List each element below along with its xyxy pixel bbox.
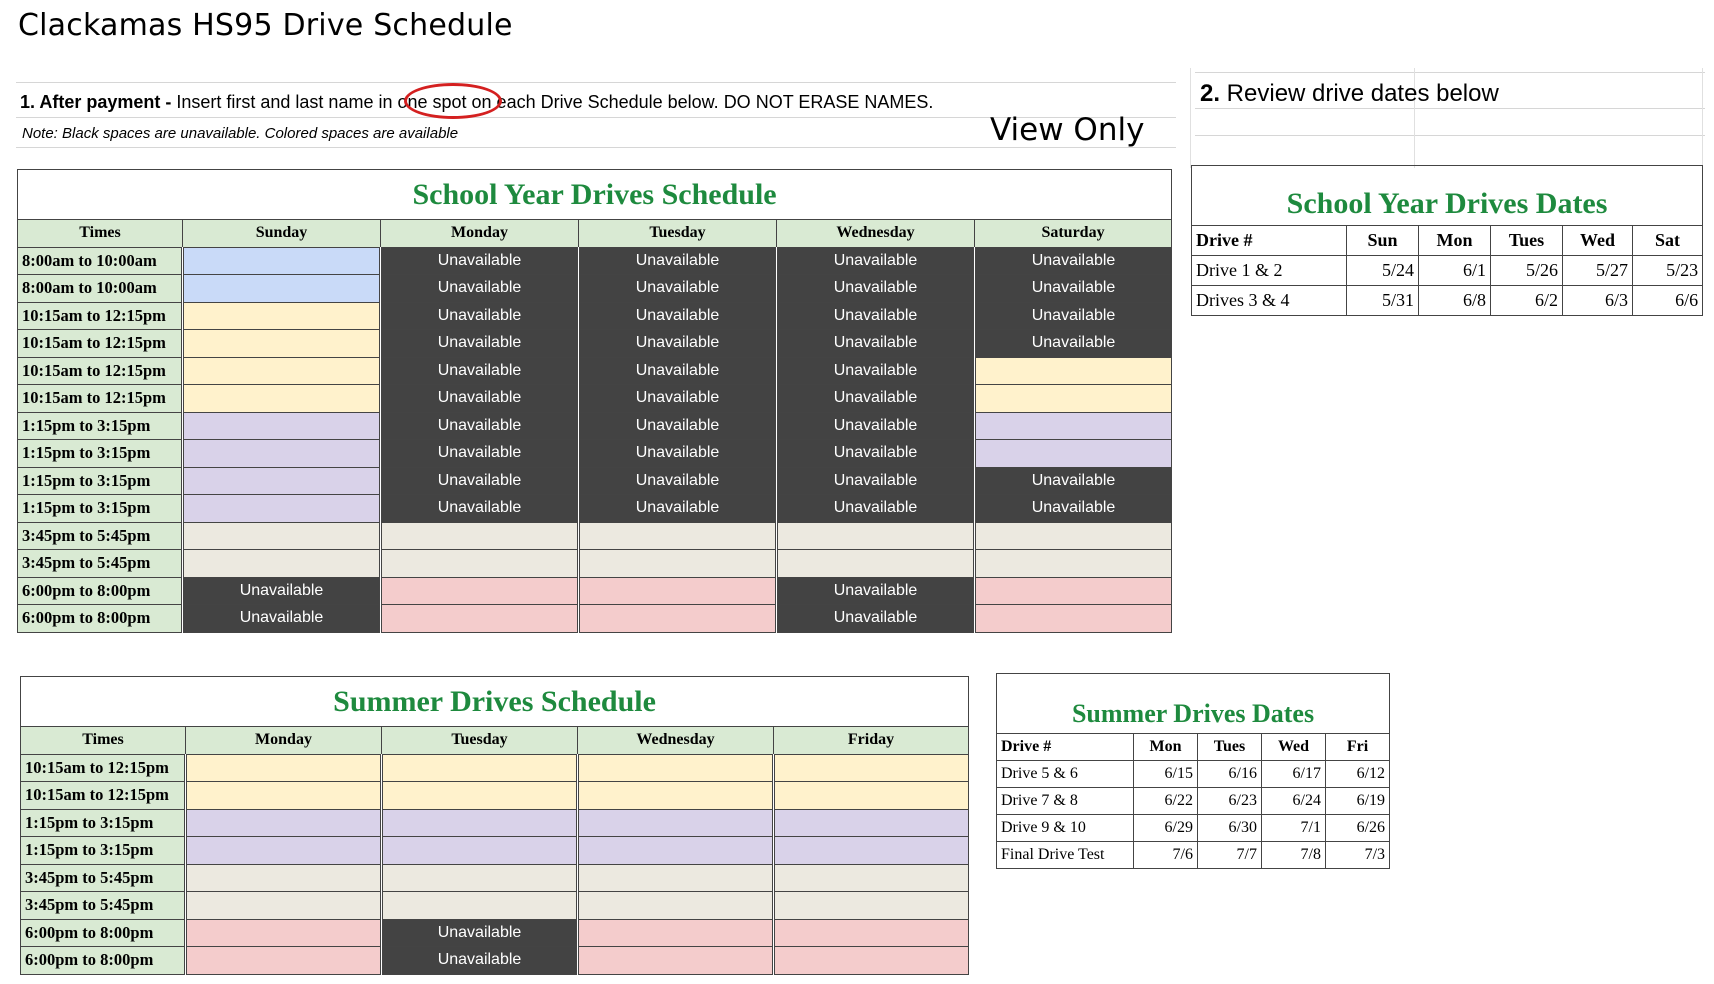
available-slot-cell[interactable] bbox=[183, 357, 381, 385]
time-slot-label: 3:45pm to 5:45pm bbox=[21, 864, 186, 892]
unavailable-slot-cell: Unavailable bbox=[381, 412, 579, 440]
availability-note: Note: Black spaces are unavailable. Colored spaces are available bbox=[22, 125, 459, 142]
unavailable-slot-cell: Unavailable bbox=[777, 330, 975, 358]
drive-date: 6/23 bbox=[1198, 788, 1262, 815]
drive-date: 6/3 bbox=[1563, 286, 1633, 316]
gridline bbox=[1195, 135, 1705, 136]
available-slot-cell[interactable] bbox=[382, 864, 578, 892]
drive-date: 6/6 bbox=[1633, 286, 1703, 316]
drive-date: 6/15 bbox=[1134, 761, 1198, 788]
instruction-step-2 bbox=[1200, 80, 1499, 108]
unavailable-slot-cell: Unavailable bbox=[579, 275, 777, 303]
available-slot-cell[interactable] bbox=[774, 754, 969, 782]
available-slot-cell[interactable] bbox=[578, 947, 774, 975]
available-slot-cell[interactable] bbox=[777, 550, 975, 578]
available-slot-cell[interactable] bbox=[382, 809, 578, 837]
drive-label: Drive 5 & 6 bbox=[997, 761, 1134, 788]
available-slot-cell[interactable] bbox=[381, 550, 579, 578]
available-slot-cell[interactable] bbox=[975, 385, 1172, 413]
available-slot-cell[interactable] bbox=[975, 440, 1172, 468]
available-slot-cell[interactable] bbox=[183, 330, 381, 358]
table-row bbox=[997, 788, 1390, 815]
drive-label: Drive 9 & 10 bbox=[997, 815, 1134, 842]
unavailable-slot-cell: Unavailable bbox=[975, 330, 1172, 358]
available-slot-cell[interactable] bbox=[381, 577, 579, 605]
available-slot-cell[interactable] bbox=[183, 522, 381, 550]
unavailable-slot-cell: Unavailable bbox=[975, 275, 1172, 303]
time-slot-label: 10:15am to 12:15pm bbox=[18, 302, 183, 330]
table-row bbox=[18, 412, 1172, 440]
table-row bbox=[21, 892, 969, 920]
available-slot-cell[interactable] bbox=[777, 522, 975, 550]
time-slot-label: 3:45pm to 5:45pm bbox=[18, 522, 183, 550]
column-header-tues: Tues bbox=[1491, 226, 1563, 256]
gridline bbox=[16, 82, 1176, 83]
drive-date: 6/1 bbox=[1419, 256, 1491, 286]
column-header-fri: Fri bbox=[1326, 734, 1390, 761]
drive-date: 5/24 bbox=[1347, 256, 1419, 286]
available-slot-cell[interactable] bbox=[183, 275, 381, 303]
drive-date: 7/7 bbox=[1198, 842, 1262, 869]
available-slot-cell[interactable] bbox=[578, 754, 774, 782]
available-slot-cell[interactable] bbox=[578, 864, 774, 892]
available-slot-cell[interactable] bbox=[774, 864, 969, 892]
unavailable-slot-cell: Unavailable bbox=[975, 495, 1172, 523]
column-header-sat: Sat bbox=[1633, 226, 1703, 256]
available-slot-cell[interactable] bbox=[578, 809, 774, 837]
unavailable-slot-cell: Unavailable bbox=[777, 440, 975, 468]
drive-date: 6/17 bbox=[1262, 761, 1326, 788]
step-1-label: 1. After payment - bbox=[20, 92, 177, 112]
drive-date: 6/19 bbox=[1326, 788, 1390, 815]
time-slot-label: 1:15pm to 3:15pm bbox=[18, 412, 183, 440]
available-slot-cell[interactable] bbox=[975, 577, 1172, 605]
table-row bbox=[18, 440, 1172, 468]
available-slot-cell[interactable] bbox=[975, 412, 1172, 440]
column-header-drive: Drive # bbox=[997, 734, 1134, 761]
unavailable-slot-cell: Unavailable bbox=[777, 385, 975, 413]
unavailable-slot-cell: Unavailable bbox=[381, 357, 579, 385]
available-slot-cell[interactable] bbox=[774, 782, 969, 810]
available-slot-cell[interactable] bbox=[382, 892, 578, 920]
drive-date: 6/16 bbox=[1198, 761, 1262, 788]
time-slot-label: 10:15am to 12:15pm bbox=[18, 357, 183, 385]
available-slot-cell[interactable] bbox=[774, 892, 969, 920]
column-header-tues: Tues bbox=[1198, 734, 1262, 761]
available-slot-cell[interactable] bbox=[579, 605, 777, 633]
unavailable-slot-cell: Unavailable bbox=[777, 357, 975, 385]
unavailable-slot-cell: Unavailable bbox=[777, 577, 975, 605]
page-title: Clackamas HS95 Drive Schedule bbox=[18, 8, 513, 43]
available-slot-cell[interactable] bbox=[579, 550, 777, 578]
table-row bbox=[1192, 286, 1703, 316]
step-1-text: Insert first and last name in one spot on each Drive Schedule below. DO NOT ERASE NAMES. bbox=[176, 92, 934, 112]
school-year-dates-table bbox=[1191, 165, 1703, 316]
table-row bbox=[18, 247, 1172, 275]
column-header-sun: Sun bbox=[1347, 226, 1419, 256]
table-row bbox=[18, 302, 1172, 330]
unavailable-slot-cell: Unavailable bbox=[183, 577, 381, 605]
table-row bbox=[21, 919, 969, 947]
available-slot-cell[interactable] bbox=[186, 864, 382, 892]
table-row bbox=[1192, 256, 1703, 286]
table-row bbox=[21, 754, 969, 782]
unavailable-slot-cell: Unavailable bbox=[777, 275, 975, 303]
available-slot-cell[interactable] bbox=[186, 947, 382, 975]
unavailable-slot-cell: Unavailable bbox=[381, 302, 579, 330]
column-header-friday: Friday bbox=[774, 727, 969, 755]
unavailable-slot-cell: Unavailable bbox=[975, 247, 1172, 275]
table-row bbox=[18, 577, 1172, 605]
time-slot-label: 6:00pm to 8:00pm bbox=[21, 919, 186, 947]
time-slot-label: 10:15am to 12:15pm bbox=[18, 385, 183, 413]
schedule-title: Summer Drives Schedule bbox=[21, 677, 969, 727]
schedule-title: School Year Drives Schedule bbox=[18, 170, 1172, 220]
unavailable-slot-cell: Unavailable bbox=[579, 330, 777, 358]
available-slot-cell[interactable] bbox=[183, 440, 381, 468]
table-row bbox=[21, 809, 969, 837]
available-slot-cell[interactable] bbox=[382, 837, 578, 865]
available-slot-cell[interactable] bbox=[579, 577, 777, 605]
available-slot-cell[interactable] bbox=[579, 522, 777, 550]
table-row bbox=[21, 864, 969, 892]
time-slot-label: 10:15am to 12:15pm bbox=[21, 782, 186, 810]
available-slot-cell[interactable] bbox=[578, 919, 774, 947]
school-year-schedule-table bbox=[17, 169, 1172, 633]
available-slot-cell[interactable] bbox=[186, 782, 382, 810]
highlight-circle bbox=[404, 83, 502, 119]
gridline bbox=[1195, 108, 1705, 109]
unavailable-slot-cell: Unavailable bbox=[579, 467, 777, 495]
drive-label: Drive 1 & 2 bbox=[1192, 256, 1347, 286]
drive-date: 5/26 bbox=[1491, 256, 1563, 286]
available-slot-cell[interactable] bbox=[774, 947, 969, 975]
available-slot-cell[interactable] bbox=[774, 837, 969, 865]
gridline bbox=[1702, 68, 1703, 168]
time-slot-label: 6:00pm to 8:00pm bbox=[21, 947, 186, 975]
gridline bbox=[1190, 68, 1191, 168]
drive-date: 7/3 bbox=[1326, 842, 1390, 869]
drive-date: 5/31 bbox=[1347, 286, 1419, 316]
view-only-label: View Only bbox=[990, 112, 1145, 148]
column-header-sunday: Sunday bbox=[183, 220, 381, 248]
available-slot-cell[interactable] bbox=[183, 495, 381, 523]
available-slot-cell[interactable] bbox=[975, 605, 1172, 633]
available-slot-cell[interactable] bbox=[186, 754, 382, 782]
drive-label: Drive 7 & 8 bbox=[997, 788, 1134, 815]
available-slot-cell[interactable] bbox=[381, 522, 579, 550]
unavailable-slot-cell: Unavailable bbox=[381, 385, 579, 413]
available-slot-cell[interactable] bbox=[774, 919, 969, 947]
available-slot-cell[interactable] bbox=[975, 357, 1172, 385]
dates-title: School Year Drives Dates bbox=[1192, 166, 1703, 226]
column-header-monday: Monday bbox=[186, 727, 382, 755]
drive-date: 7/8 bbox=[1262, 842, 1326, 869]
available-slot-cell[interactable] bbox=[183, 247, 381, 275]
column-header-wed: Wed bbox=[1262, 734, 1326, 761]
drive-date: 5/23 bbox=[1633, 256, 1703, 286]
unavailable-slot-cell: Unavailable bbox=[579, 495, 777, 523]
column-header-times: Times bbox=[21, 727, 186, 755]
drive-date: 6/2 bbox=[1491, 286, 1563, 316]
drive-date: 6/12 bbox=[1326, 761, 1390, 788]
time-slot-label: 3:45pm to 5:45pm bbox=[21, 892, 186, 920]
available-slot-cell[interactable] bbox=[183, 467, 381, 495]
unavailable-slot-cell: Unavailable bbox=[777, 495, 975, 523]
available-slot-cell[interactable] bbox=[186, 809, 382, 837]
column-header-monday: Monday bbox=[381, 220, 579, 248]
table-row bbox=[18, 385, 1172, 413]
unavailable-slot-cell: Unavailable bbox=[579, 385, 777, 413]
unavailable-slot-cell: Unavailable bbox=[382, 919, 578, 947]
unavailable-slot-cell: Unavailable bbox=[777, 467, 975, 495]
table-row bbox=[18, 550, 1172, 578]
column-header-wednesday: Wednesday bbox=[578, 727, 774, 755]
table-row bbox=[18, 357, 1172, 385]
table-row bbox=[21, 782, 969, 810]
unavailable-slot-cell: Unavailable bbox=[777, 247, 975, 275]
dates-title: Summer Drives Dates bbox=[997, 674, 1390, 734]
unavailable-slot-cell: Unavailable bbox=[382, 947, 578, 975]
summer-schedule-table bbox=[20, 676, 969, 975]
drive-date: 6/29 bbox=[1134, 815, 1198, 842]
available-slot-cell[interactable] bbox=[183, 412, 381, 440]
unavailable-slot-cell: Unavailable bbox=[777, 412, 975, 440]
available-slot-cell[interactable] bbox=[578, 892, 774, 920]
available-slot-cell[interactable] bbox=[183, 385, 381, 413]
drive-date: 7/6 bbox=[1134, 842, 1198, 869]
table-row bbox=[997, 815, 1390, 842]
table-row bbox=[18, 467, 1172, 495]
time-slot-label: 3:45pm to 5:45pm bbox=[18, 550, 183, 578]
available-slot-cell[interactable] bbox=[975, 550, 1172, 578]
drive-date: 6/30 bbox=[1198, 815, 1262, 842]
drive-date: 6/8 bbox=[1419, 286, 1491, 316]
table-row bbox=[18, 495, 1172, 523]
unavailable-slot-cell: Unavailable bbox=[579, 247, 777, 275]
column-header-saturday: Saturday bbox=[975, 220, 1172, 248]
drive-date: 7/1 bbox=[1262, 815, 1326, 842]
gridline bbox=[1195, 72, 1705, 73]
time-slot-label: 1:15pm to 3:15pm bbox=[21, 837, 186, 865]
drive-label: Final Drive Test bbox=[997, 842, 1134, 869]
time-slot-label: 10:15am to 12:15pm bbox=[21, 754, 186, 782]
summer-dates-table bbox=[996, 673, 1390, 869]
time-slot-label: 8:00am to 10:00am bbox=[18, 275, 183, 303]
available-slot-cell[interactable] bbox=[382, 782, 578, 810]
unavailable-slot-cell: Unavailable bbox=[975, 302, 1172, 330]
unavailable-slot-cell: Unavailable bbox=[381, 467, 579, 495]
unavailable-slot-cell: Unavailable bbox=[777, 302, 975, 330]
drive-date: 5/27 bbox=[1563, 256, 1633, 286]
column-header-wed: Wed bbox=[1563, 226, 1633, 256]
unavailable-slot-cell: Unavailable bbox=[381, 247, 579, 275]
table-row bbox=[18, 605, 1172, 633]
drive-date: 6/24 bbox=[1262, 788, 1326, 815]
column-header-mon: Mon bbox=[1419, 226, 1491, 256]
available-slot-cell[interactable] bbox=[186, 919, 382, 947]
step-2-text: Review drive dates below bbox=[1220, 80, 1499, 107]
column-header-mon: Mon bbox=[1134, 734, 1198, 761]
column-header-times: Times bbox=[18, 220, 183, 248]
available-slot-cell[interactable] bbox=[578, 782, 774, 810]
unavailable-slot-cell: Unavailable bbox=[381, 495, 579, 523]
available-slot-cell[interactable] bbox=[186, 837, 382, 865]
time-slot-label: 6:00pm to 8:00pm bbox=[18, 605, 183, 633]
available-slot-cell[interactable] bbox=[381, 605, 579, 633]
drive-date: 6/22 bbox=[1134, 788, 1198, 815]
table-row bbox=[18, 522, 1172, 550]
time-slot-label: 8:00am to 10:00am bbox=[18, 247, 183, 275]
table-row bbox=[21, 837, 969, 865]
available-slot-cell[interactable] bbox=[975, 522, 1172, 550]
unavailable-slot-cell: Unavailable bbox=[579, 412, 777, 440]
column-header-drive: Drive # bbox=[1192, 226, 1347, 256]
time-slot-label: 1:15pm to 3:15pm bbox=[18, 440, 183, 468]
available-slot-cell[interactable] bbox=[186, 892, 382, 920]
unavailable-slot-cell: Unavailable bbox=[381, 440, 579, 468]
unavailable-slot-cell: Unavailable bbox=[381, 330, 579, 358]
drive-date: 6/26 bbox=[1326, 815, 1390, 842]
unavailable-slot-cell: Unavailable bbox=[579, 440, 777, 468]
time-slot-label: 1:15pm to 3:15pm bbox=[18, 467, 183, 495]
available-slot-cell[interactable] bbox=[578, 837, 774, 865]
available-slot-cell[interactable] bbox=[183, 302, 381, 330]
unavailable-slot-cell: Unavailable bbox=[579, 357, 777, 385]
available-slot-cell[interactable] bbox=[382, 754, 578, 782]
column-header-tuesday: Tuesday bbox=[579, 220, 777, 248]
table-row bbox=[18, 275, 1172, 303]
unavailable-slot-cell: Unavailable bbox=[183, 605, 381, 633]
table-row bbox=[21, 947, 969, 975]
table-row bbox=[997, 842, 1390, 869]
unavailable-slot-cell: Unavailable bbox=[381, 275, 579, 303]
time-slot-label: 1:15pm to 3:15pm bbox=[18, 495, 183, 523]
time-slot-label: 6:00pm to 8:00pm bbox=[18, 577, 183, 605]
unavailable-slot-cell: Unavailable bbox=[777, 605, 975, 633]
time-slot-label: 1:15pm to 3:15pm bbox=[21, 809, 186, 837]
time-slot-label: 10:15am to 12:15pm bbox=[18, 330, 183, 358]
table-row bbox=[18, 330, 1172, 358]
step-2-number: 2. bbox=[1200, 80, 1221, 107]
available-slot-cell[interactable] bbox=[183, 550, 381, 578]
unavailable-slot-cell: Unavailable bbox=[579, 302, 777, 330]
available-slot-cell[interactable] bbox=[774, 809, 969, 837]
column-header-wednesday: Wednesday bbox=[777, 220, 975, 248]
table-row bbox=[997, 761, 1390, 788]
unavailable-slot-cell: Unavailable bbox=[975, 467, 1172, 495]
drive-label: Drives 3 & 4 bbox=[1192, 286, 1347, 316]
column-header-tuesday: Tuesday bbox=[382, 727, 578, 755]
